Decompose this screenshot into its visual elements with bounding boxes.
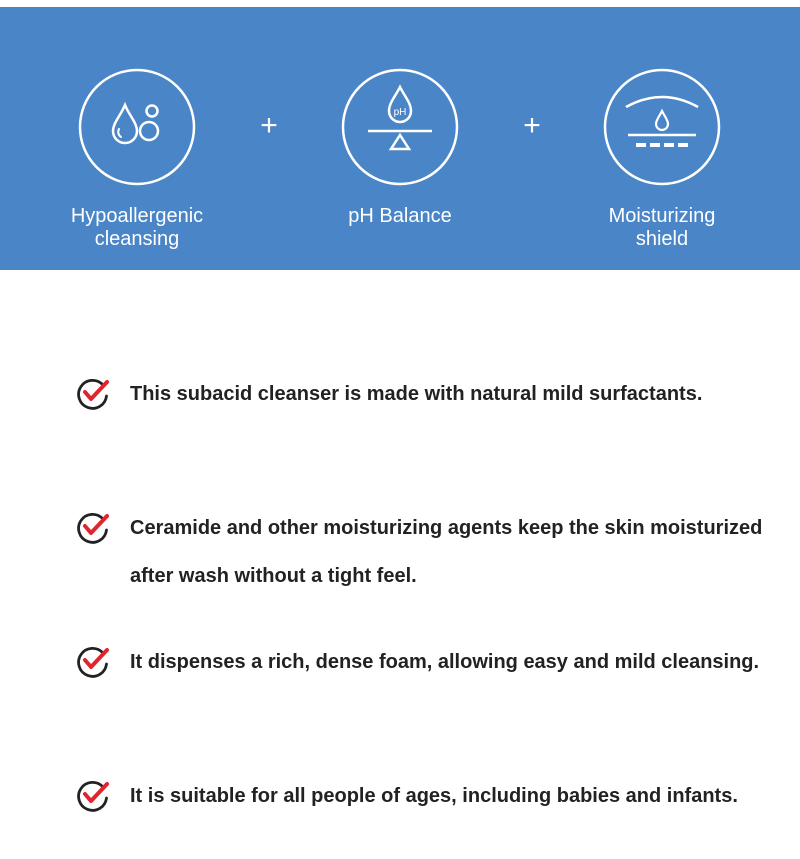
feature-ph-balance <box>300 67 500 228</box>
moisture-shield-icon <box>602 67 722 187</box>
feature-banner <box>0 7 800 270</box>
ph-icon-text: pH <box>393 107 407 118</box>
droplets-icon <box>77 67 197 187</box>
benefit-text: It dispenses a rich, dense foam, allowing easy and mild cleansing. <box>130 651 760 673</box>
plus-separator: + <box>260 109 278 142</box>
check-circle-icon <box>76 644 110 678</box>
feature-label: Hypoallergenic cleansing <box>70 205 204 250</box>
check-circle-icon <box>76 778 110 812</box>
check-circle-icon <box>76 376 110 410</box>
benefit-text: Ceramide and other moisturizing agents keep the skin moisturized after wash without a tight feel. <box>130 517 763 587</box>
benefit-text: This subacid cleanser is made with natural mild surfactants. <box>130 383 703 405</box>
plus-separator: + <box>523 109 541 142</box>
feature-label: pH Balance <box>348 205 452 227</box>
check-circle-icon <box>76 510 110 544</box>
ph-balance-icon <box>340 67 460 187</box>
feature-label: Moisturizing shield <box>608 205 716 250</box>
feature-moisturizing-shield <box>562 67 762 251</box>
benefit-text: It is suitable for all people of ages, including babies and infants. <box>130 785 738 807</box>
feature-hypoallergenic <box>37 67 237 251</box>
